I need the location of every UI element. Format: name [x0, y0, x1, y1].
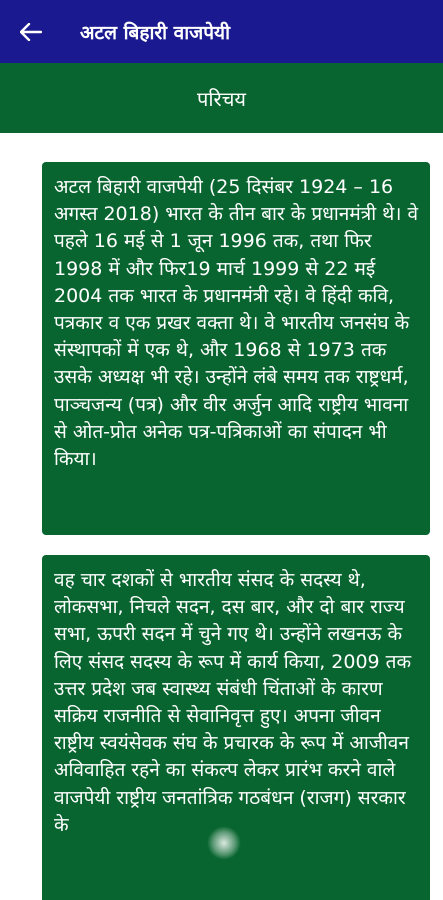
parliament-card-text: वह चार दशकों से भारतीय संसद के सदस्य थे, लोकसभा, निचले सदन, दस बार, और दो बार राज्य सभा, ऊपरी सदन में चुने गए थे। उन्होंने लखनऊ के लिए संसद सदस्य के रूप में कार्य किया, 2009 तक उत्तर प्रदेश जब स्वास्थ्य संबंधी चिंताओं के कारण सक्रिय राजनीति से सेवानिवृत्त हुए। अपना जीवन राष्ट्रीय स्वयंसेवक संघ के प्रचारक के रूप में आजीवन अविवाहित रहने का संकल्प लेकर प्रारंभ करने वाले वाजपेयी राष्ट्रीय जनतांत्रिक गठबंधन (राजग) सरकार के — [54, 569, 412, 836]
intro-card-text: अटल बिहारी वाजपेयी (25 दिसंबर 1924 – 16 अगस्त 2018) भारत के तीन बार के प्रधानमंत्री थे। वे पहले 16 मई से 1 जून 1996 तक, तथा फिर 1998 में और फिर19 मार्च 1999 से 22 मई 2004 तक भारत के प्रधानमंत्री रहे। वे हिंदी कवि, पत्रकार व एक प्रखर वक्ता थे। वे भारतीय जनसंघ के संस्थापकों में एक थे, और 1968 से 1973 तक उसके अध्यक्ष भी रहे। उन्होंने लंबे समय तक राष्ट्रधर्म, पाञ्चजन्य (पत्र) और वीर अर्जुन आदि राष्ट्रीय भावना से ओत-प्रोत अनेक पत्र-पत्रिकाओं का संपादन भी किया। — [54, 176, 419, 471]
app-title: अटल बिहारी वाजपेयी — [80, 21, 230, 44]
section-header — [0, 63, 443, 133]
arrow-back-icon — [20, 23, 42, 41]
content-scroll-area[interactable] — [0, 133, 443, 900]
back-button[interactable] — [0, 0, 62, 63]
section-title: परिचय — [196, 86, 247, 111]
intro-card — [42, 162, 430, 535]
app-bar — [0, 0, 443, 63]
scroll-glow-indicator — [207, 826, 241, 860]
